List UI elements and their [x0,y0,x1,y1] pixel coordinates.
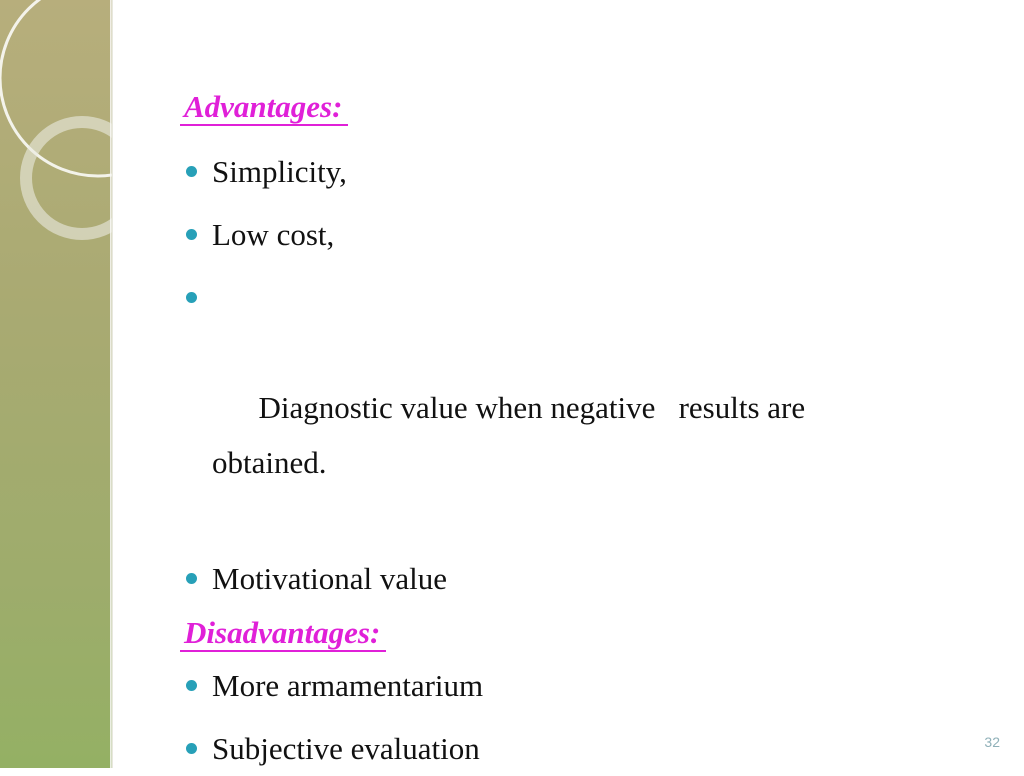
disadvantages-heading: Disadvantages: [180,616,386,652]
list-item [180,144,940,199]
list-item [180,207,940,262]
decorative-side-band [0,0,112,768]
list-item-text: Subjective evaluation [212,731,480,766]
bullet-dot-icon [186,573,197,584]
disadvantages-list [180,658,940,776]
side-band-edge [110,0,113,768]
list-item [180,551,940,606]
bullet-dot-icon [186,743,197,754]
bullet-dot-icon [186,166,197,177]
advantages-heading: Advantages: [180,90,348,126]
list-item [180,270,912,545]
slide-content [180,80,940,776]
bullet-dot-icon [186,292,197,303]
list-item-text: Simplicity, [212,154,347,189]
list-item-text: Diagnostic value when negative results are obtained. [212,390,813,480]
bullet-dot-icon [186,229,197,240]
page-number: 32 [984,734,1000,750]
bullet-dot-icon [186,680,197,691]
list-item-text: Motivational value [212,561,448,596]
advantages-list [180,144,940,606]
list-item [180,658,940,713]
list-item-text: Low cost, [212,217,335,252]
decorative-circles [0,0,112,768]
list-item-text: More armamentarium [212,668,484,703]
